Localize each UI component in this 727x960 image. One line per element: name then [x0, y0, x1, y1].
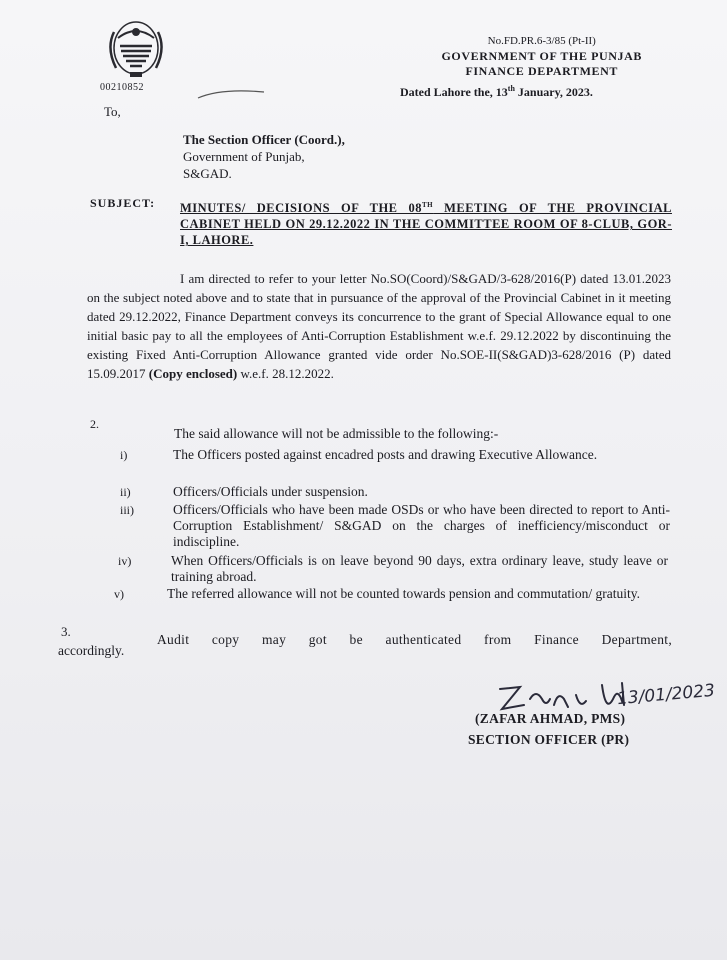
- serial-number: 00210852: [100, 82, 144, 93]
- letterhead-header: [441, 34, 642, 79]
- paragraph-3-number: 3.: [61, 624, 71, 639]
- to-label: To,: [104, 104, 121, 119]
- paragraph-3-text: Audit copy may got be authenticated from Finance Department,: [157, 632, 672, 647]
- recipient-line-1: The Section Officer (Coord.),: [183, 132, 345, 147]
- list-item-text: The referred allowance will not be counted towards pension and commutation/ gratuity.: [167, 586, 640, 601]
- list-item-text: The Officers posted against encadred posts and drawing Executive Allowance.: [173, 447, 598, 462]
- list-item-number: v): [114, 587, 124, 601]
- paragraph-1: I am directed to refer to your letter No.SO(Coord)/S&GAD/3-628/2016(P) dated 13.01.2023 on the subject noted above and to state that in pursuance of the approval of the Provincial Cabinet in it meeting dated 29.12.2022, Finance Department conveys its concurrence to the grant of Special Allowance equal to one initial basic pay to all the employees of Anti-Corruption Establishment w.e.f. 29.12.2022 by discontinuing the existing Fixed Anti-Corruption Allowance granted vide order No.SOE-II(S&GAD)3-628/2016 (P) dated 15.09.2017 (Copy enclosed) w.e.f. 28.12.2022.: [87, 271, 671, 381]
- government-name: GOVERNMENT OF THE PUNJAB: [441, 49, 642, 63]
- subject-label: SUBJECT:: [90, 196, 156, 210]
- list-item-text: When Officers/Officials is on leave beyond 90 days, extra ordinary leave, study leave or training abroad.: [171, 553, 668, 584]
- signatory-name: (ZAFAR AHMAD, PMS): [475, 711, 626, 726]
- punjab-emblem-logo: [96, 18, 176, 80]
- signatory-title: SECTION OFFICER (PR): [468, 732, 630, 747]
- list-item-number: iii): [120, 503, 134, 517]
- paragraph-2-number: 2.: [90, 417, 99, 431]
- department-name: FINANCE DEPARTMENT: [465, 64, 618, 78]
- list-item-text: Officers/Officials under suspension.: [173, 484, 368, 499]
- recipient-address: [183, 131, 345, 182]
- reference-number: No.FD.PR.6-3/85 (Pt-II): [487, 35, 596, 47]
- paragraph-3-continuation: accordingly.: [58, 643, 125, 658]
- list-item-number: ii): [120, 485, 131, 499]
- pen-stroke-mark: [196, 86, 266, 106]
- list-item-text: Officers/Officials who have been made OSDs or who have been directed to report to Anti-Corruption Establishment/ S&GAD on the charges of inefficiency/misconduct or indiscipline.: [173, 502, 670, 549]
- handwritten-date: 13/01/2023: [616, 680, 716, 710]
- recipient-line-3: S&GAD.: [183, 166, 232, 181]
- subject-text: MINUTES/ DECISIONS OF THE 08TH MEETING OF THE PROVINCIAL CABINET HELD ON 29.12.2022 IN THE COMMITTEE ROOM OF 8-CLUB, GOR-I, LAHORE.: [180, 201, 672, 248]
- letter-date: Dated Lahore the, 13th January, 2023.: [400, 84, 593, 99]
- list-item-number: i): [120, 448, 128, 462]
- recipient-line-2: Government of Punjab,: [183, 149, 305, 164]
- list-item-number: iv): [118, 554, 132, 568]
- paragraph-2-text: The said allowance will not be admissible to the following:-: [174, 426, 499, 441]
